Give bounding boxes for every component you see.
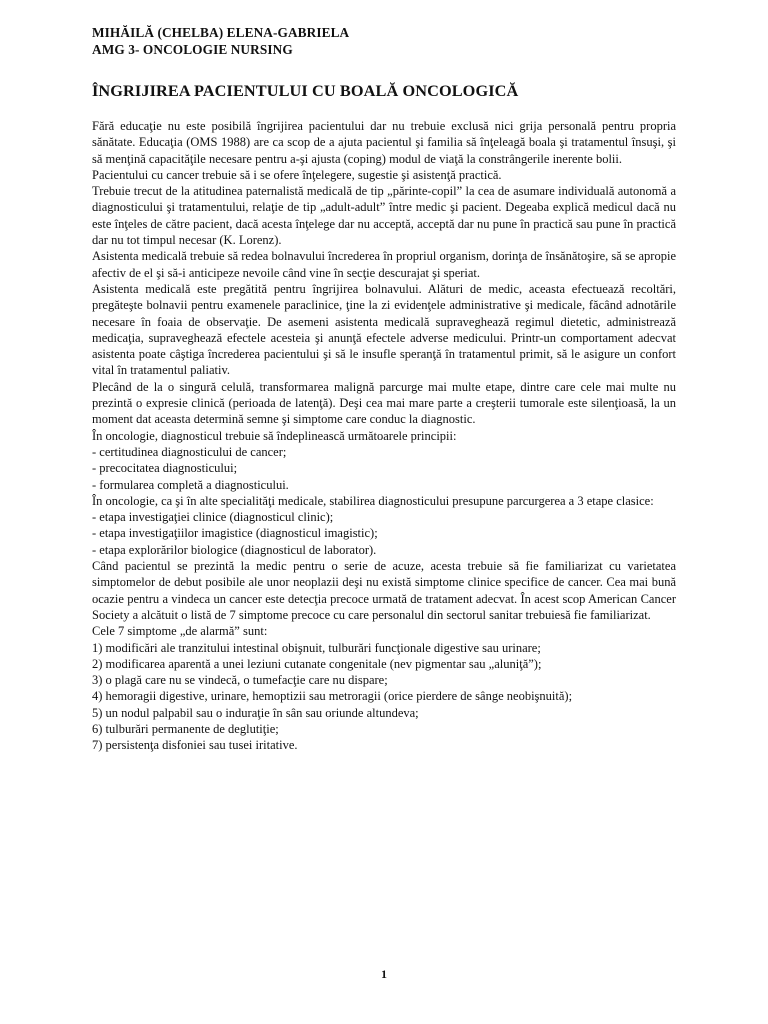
page-number: 1 bbox=[381, 967, 387, 981]
author-name: MIHĂILĂ (CHELBA) ELENA-GABRIELA bbox=[92, 25, 350, 40]
list-item-symptom: 3) o plagă care nu se vindecă, o tumefacţie care nu dispare; bbox=[92, 673, 388, 688]
list-item-symptom: 6) tulburări permanente de deglutiţie; bbox=[92, 721, 279, 736]
course-name: AMG 3- ONCOLOGIE NURSING bbox=[92, 42, 293, 57]
paragraph-stages-intro: În oncologie, ca şi în alte specialităţi medicale, stabilirea diagnosticului presupune parcurgerea a 3 etape clasice: bbox=[92, 493, 654, 508]
list-item-symptom: 2) modificarea aparentă a unei leziuni cutanate congenitale (nev pigmentar sau „aluniţă”); bbox=[92, 656, 542, 671]
list-item-symptom: 5) un nodul palpabil sau o induraţie în sân sau oriunde altundeva; bbox=[92, 705, 419, 720]
list-item-principle: - certitudinea diagnosticului de cancer; bbox=[92, 444, 287, 459]
list-item-stage: - etapa investigaţiei clinice (diagnosticul clinic); bbox=[92, 510, 334, 525]
symptoms-intro: Cele 7 simptome „de alarmă” sunt: bbox=[92, 624, 268, 639]
paragraph-attitude: Trebuie trecut de la atitudinea paternalistă medicală de tip „părinte-copil” la cea de asumare individuală autonomă a diagnosticului şi tratamentului, relaţie de tip „adult-adult” între medic şi pacient. Degeaba explică medicul dacă nu este înţeles de către pacient, dacă acesta înţelege dar nu acceptă, acceptă dar nu pune în practică sau pune în practică dar nu tot timpul necesar (K. Lorenz). bbox=[92, 184, 676, 248]
document-title: ÎNGRIJIREA PACIENTULUI CU BOALĂ ONCOLOGICĂ bbox=[92, 81, 519, 100]
list-item-principle: - precocitatea diagnosticului; bbox=[92, 461, 238, 476]
paragraph-principles-intro: În oncologie, diagnosticul trebuie să îndeplinească următoarele principii: bbox=[92, 428, 457, 443]
paragraph-education: Fără educaţie nu este posibilă îngrijirea pacientului dar nu trebuie exclusă nici grija personală pentru propria sănătate. Educaţia (OMS 1988) are ca scop de a ajuta pacientul şi familia să înţeleagă boala şi tratamentul însuşi, şi să menţină capacităţile necesare pentru a-şi ajusta (coping) modul de viaţă la constrângerile inerente bolii. bbox=[92, 119, 676, 166]
document-page bbox=[92, 24, 676, 754]
document-body bbox=[92, 118, 676, 754]
paragraph-support: Pacientului cu cancer trebuie să i se ofere înţelegere, sugestie şi asistenţă practică. bbox=[92, 167, 502, 182]
list-item-principle: - formularea completă a diagnosticului. bbox=[92, 477, 289, 492]
paragraph-nurse-duties: Asistenta medicală este pregătită pentru îngrijirea bolnavului. Alături de medic, aceasta efectuează recoltări, pregăteşte bolnavii pentru examenele paraclinice, ţine la zi evidenţele administrative şi medicale, făcând adnotările necesare în foaia de observaţie. De asemeni asistenta medicală supraveghează regimul dietetic, administrează medicaţia, supraveghează efectele acesteia şi anunţă efectele adverse medicului. Printr-un comportament adecvat asistenta poate câştiga încrederea pacientului şi să le insufle speranţă în tratamentul primit, să le asigure un confort vital în tratamentul paliativ. bbox=[92, 281, 676, 378]
list-item-stage: - etapa explorărilor biologice (diagnosticul de laborator). bbox=[92, 542, 377, 557]
list-item-symptom: 4) hemoragii digestive, urinare, hemoptizii sau metroragii (orice pierdere de sânge neobişnuită); bbox=[92, 689, 573, 704]
paragraph-presentation: Când pacientul se prezintă la medic pentru o serie de acuze, acesta trebuie să fie familiarizat cu varietatea simptomelor de debut posibile ale unor neoplazii deşi nu există simptome clinice specifice de cancer. Cea mai bună ocazie pentru a vindeca un cancer este detecţia precoce urmată de tratament adecvat. În acest scop American Cancer Society a alcătuit o listă de 7 simptome precoce cu care personalul din sectorul sanitar trebuiesă fie familiarizat. bbox=[92, 559, 676, 622]
list-item-symptom: 1) modificări ale tranzitului intestinal obişnuit, tulburări funcţionale digestive sau urinare; bbox=[92, 640, 541, 655]
paragraph-malignant-transformation: Plecând de la o singură celulă, transformarea malignă parcurge mai multe etape, dintre care cele mai multe nu prezintă o expresie clinică (perioada de latenţă). Deşi cea mai mare parte a creşterii tumorale este silenţioasă, la un moment dat aceasta determină semne şi simptome care conduc la diagnostic. bbox=[92, 379, 676, 427]
list-item-stage: - etapa investigaţiilor imagistice (diagnosticul imagistic); bbox=[92, 526, 378, 541]
list-item-symptom: 7) persistenţa disfoniei sau tusei iritative. bbox=[92, 738, 298, 753]
paragraph-trust: Asistenta medicală trebuie să redea bolnavului încrederea în propriul organism, dorinţa de însănătoşire, să se apropie afectiv de el şi să-i anticipeze nevoile când vine în secţie descurajat şi speriat. bbox=[92, 249, 676, 280]
